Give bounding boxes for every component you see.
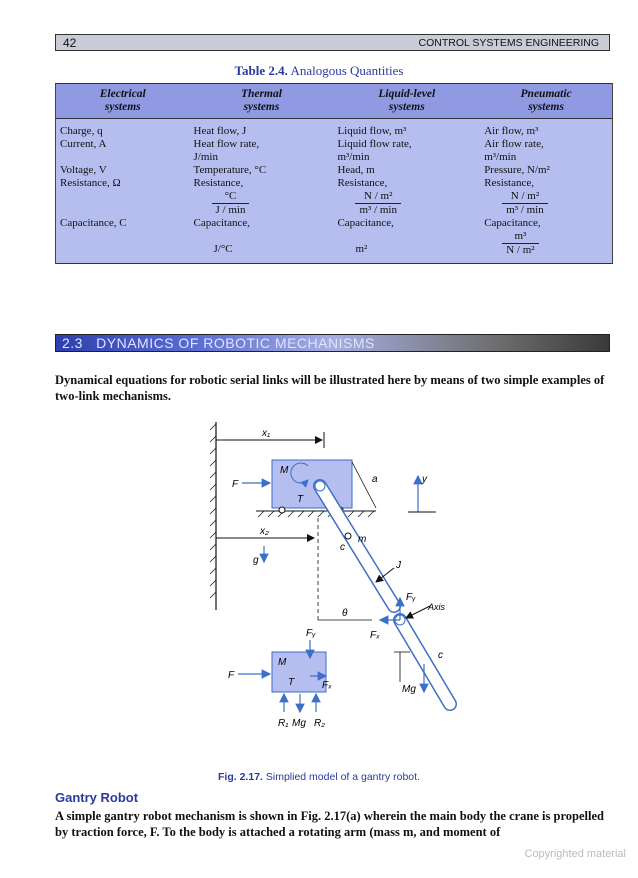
table-cell: Heat flow, J [190,119,334,139]
section-heading [55,334,610,352]
table-header-row [56,84,613,119]
table-row [56,217,613,264]
table-cell: Charge, q [56,119,190,139]
label-x2: x₂ [260,526,269,537]
table-row [56,119,613,139]
label-c-arm: c [438,650,443,661]
table-cell: Capacitance, $\frac{\text{m³}}{\text{N / m²}}$ [480,217,612,264]
running-title: CONTROL SYSTEMS ENGINEERING [418,37,599,49]
label-T-bottom: T [288,677,295,688]
section-title: DYNAMICS OF ROBOTIC MECHANISMS [96,335,375,351]
header-pneumatic: Pneumatic systems [480,84,612,119]
table-cell: Head, m [333,164,480,177]
a-dimension [352,462,376,508]
label-Fy-arm: Fᵧ [406,592,416,603]
label-Fy-body: Fᵧ [306,628,316,639]
label-R1: R₁ [278,718,289,729]
rotating-arm [315,481,394,606]
fraction: $\frac{\text{N / m²}}{\text{m³ / min}}$ [355,190,401,217]
axis-pointer [406,606,430,618]
figure-caption [0,771,638,783]
page-number: 42 [63,36,77,50]
table-cell: Heat flow rate, J/min [190,138,334,164]
label-Mg-body: Mg [292,718,306,729]
header-thermal: Thermal systems [190,84,334,119]
running-header [55,34,610,51]
figure-caption-label: Fig. 2.17. [218,771,263,783]
table-row [56,138,613,164]
label-Fx-arm: Fₓ [370,630,380,641]
gantry-heading: Gantry Robot [55,790,139,805]
label-M-bottom: M [278,657,287,668]
gantry-paragraph: A simple gantry robot mechanism is shown in Fig. 2.17(a) wherein the main body the crane is propelled by traction force, F. To the body is attached a rotating arm (mass m, and moment of [55,809,604,839]
fraction: $\frac{^\circ C}{J / \min}$ [212,190,250,217]
label-T-top: T [297,494,304,505]
table-caption [0,63,638,79]
table-cell: Air flow rate, m³/min [480,138,612,164]
table-cell: Resistance, $\frac{\text{N / m²}}{\text{m³ / min}}$ [480,177,612,217]
table-caption-label: Table 2.4. [234,63,288,78]
table-row [56,164,613,177]
label-Mg-arm: Mg [402,684,416,695]
fraction: $\frac{\text{m³}}{\text{N / m²}}$ [502,230,538,257]
header-liquid-level: Liquid-level systems [333,84,480,119]
table-cell: Resistance, $\frac{^\circ C}{J / \min}$ [190,177,334,217]
table-cell: Resistance, Ω [56,177,190,217]
table-cell: Capacitance, J/°C [190,217,334,264]
table-cell: Liquid flow, m³ [333,119,480,139]
label-y: y [422,474,427,485]
table-cell: Air flow, m³ [480,119,612,139]
gantry-robot-diagram [180,420,480,760]
table-cell: Capacitance, m² [333,217,480,264]
fraction: $\frac{\text{N / m²}}{\text{m³ / min}}$ [502,190,548,217]
table-cell: Capacitance, C [56,217,190,264]
label-m: m [358,534,367,545]
table-row [56,177,613,217]
label-F-bottom: F [228,670,235,681]
label-Fx-body: Fₓ [322,680,332,691]
table-caption-title: Analogous Quantities [290,63,404,78]
table-cell: Current, A [56,138,190,164]
table-cell: Voltage, V [56,164,190,177]
analogous-quantities-table [55,83,613,264]
label-F-top: F [232,479,239,490]
table-cell: Liquid flow rate, m³/min [333,138,480,164]
label-theta: θ [342,608,348,619]
label-M-top: M [280,465,289,476]
label-g: g [253,555,259,566]
label-x1: x₁ [262,428,271,439]
table-cell: Temperature, °C [190,164,334,177]
label-R2: R₂ [314,718,326,729]
intro-paragraph: Dynamical equations for robotic serial links will be illustrated here by means of two simple examples of two-link mechanisms. [55,373,605,403]
label-J: J [396,560,401,571]
label-axis: Axis [428,602,446,612]
section-number: 2.3 [62,335,83,351]
label-c-top: c [340,542,345,553]
table-cell: Resistance, $\frac{\text{N / m²}}{\text{m³ / min}}$ [333,177,480,217]
wall-hatching [210,424,216,598]
rail-hatching [258,511,374,517]
table-cell: Pressure, N/m² [480,164,612,177]
header-electrical: Electrical systems [56,84,190,119]
figure-caption-text: Simplied model of a gantry robot. [265,771,420,783]
label-a: a [372,474,378,485]
copyright-notice: Copyrighted material [524,848,626,860]
